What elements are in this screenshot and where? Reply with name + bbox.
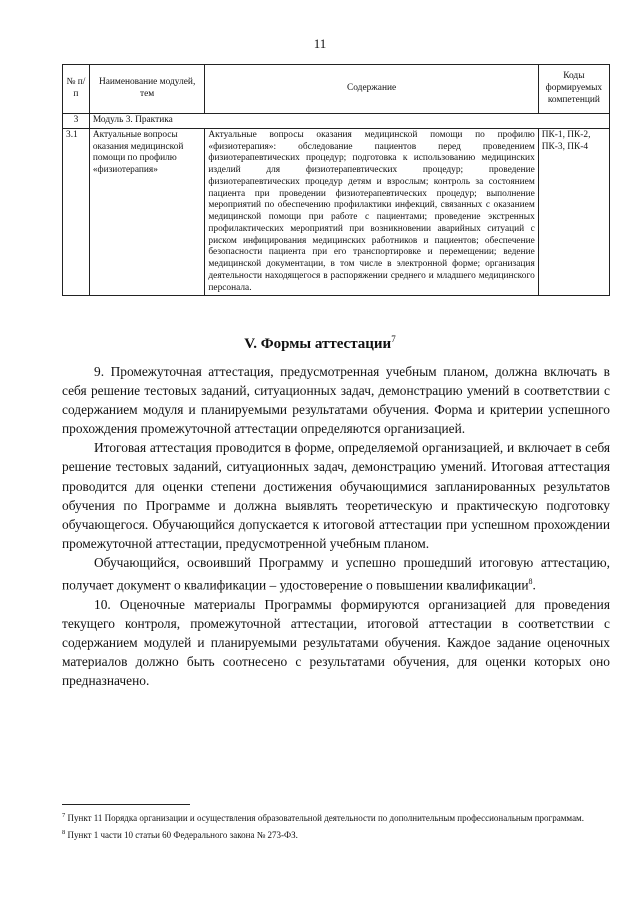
module-row bbox=[63, 114, 610, 129]
paragraph-final-attestation: Итоговая аттестация проводится в форме, определяемой организацией, и включает в себя решение тестовых заданий, ситуационных задач, демонстрацию умений. Итоговая аттестация проводится для оценки степени достижения обучающимися запланированных результатов обучения по Программе и должна выявлять теоретическую и практическую подготовку обучающегося. Обучающийся допускается к итоговой аттестации при успешном прохождении промежуточной аттестации, предусмотренной учебным планом. bbox=[62, 440, 610, 551]
footnote-7-text: Пункт 11 Порядка организации и осуществления образовательной деятельности по дополнительным профессиональным программам. bbox=[67, 813, 585, 823]
footnote-7-mark: 7 bbox=[62, 812, 66, 819]
header-num: № п/п bbox=[63, 65, 90, 114]
footnote-8-mark: 8 bbox=[62, 828, 66, 836]
modules-table bbox=[62, 64, 610, 296]
footnote-8 bbox=[62, 827, 610, 842]
row-content: Актуальные вопросы оказания медицинской помощи по профилю «физиотерапия»: обследование пациентов перед проведением физиотерапевтических процедур; подготовка к использованию медицинских изделий для физиотерапевтических процедур; проведение физиотерапевтических процедур детям и взрослым; контроль за состоянием пациента при проведении физиотерапевтических процедур; выполнение мероприятий по обеспечению профилактики инфекций, связанных с оказанием медицинской помощи при работе с пациентами; проведение экстренных профилактических мероприятий при возникновении аварийных ситуаций с риском инфицирования медицинских работников и пациентов; обеспечение безопасности пациента при его транспортировке и перемещении; ведение медицинской документации, в том числе в электронной форме; организация деятельности находящегося в распоряжении среднего и младшего медицинского персонала. bbox=[205, 128, 538, 296]
row-num: 3.1 bbox=[63, 128, 90, 296]
paragraph-assessment-materials: 10. Оценочные материалы Программы формируются организацией для проведения текущего контроля, промежуточной аттестации, итоговой аттестации в соответствии с содержанием модулей и планируемыми результатами обучения. Каждое задание оценочных материалов должно быть соотнесено с результатами обучения, для оценки которых оно предназначено. bbox=[62, 596, 610, 688]
section-title-footnote-mark: 7 bbox=[391, 334, 396, 344]
paragraph-intermediate-attestation: 9. Промежуточная аттестация, предусмотренная учебным планом, должна включать в себя решение тестовых заданий, ситуационных задач, демонстрацию умений в соответствии с содержанием модуля и планируемыми результатами обучения. Форма и критерии успешного прохождения промежуточной аттестации определяются организацией. bbox=[62, 364, 610, 437]
paragraph-qualification-end: . bbox=[532, 577, 536, 593]
section-title-text: V. Формы аттестации bbox=[244, 336, 392, 352]
body-text bbox=[62, 362, 610, 690]
table-row bbox=[63, 128, 610, 296]
paragraph-qualification-document bbox=[62, 553, 610, 595]
module-num: 3 bbox=[63, 114, 90, 129]
paragraph-qualification-text: Обучающийся, освоивший Программу и успешно прошедший итоговую аттестацию, получает документ о квалификации – удостоверение о повышении квалификации bbox=[62, 554, 610, 593]
row-name: Актуальные вопросы оказания медицинской помощи по профилю «физиотерапия» bbox=[89, 128, 205, 296]
header-codes: Коды формируемых компетенций bbox=[538, 65, 609, 114]
footnote-7 bbox=[62, 810, 610, 825]
header-name: Наименование модулей, тем bbox=[89, 65, 205, 114]
footnote-8-text: Пункт 1 части 10 статьи 60 Федерального закона № 273-ФЗ. bbox=[67, 829, 298, 840]
module-title: Модуль 3. Практика bbox=[89, 114, 609, 129]
footnote-mark-8: 8 bbox=[528, 577, 533, 587]
footnotes bbox=[62, 810, 610, 843]
table-header-row bbox=[63, 65, 610, 114]
section-title bbox=[0, 334, 640, 353]
footnote-divider bbox=[62, 804, 190, 805]
header-content: Содержание bbox=[205, 65, 538, 114]
page-number: 11 bbox=[313, 36, 327, 51]
row-codes: ПК-1, ПК-2, ПК-3, ПК-4 bbox=[538, 128, 609, 296]
